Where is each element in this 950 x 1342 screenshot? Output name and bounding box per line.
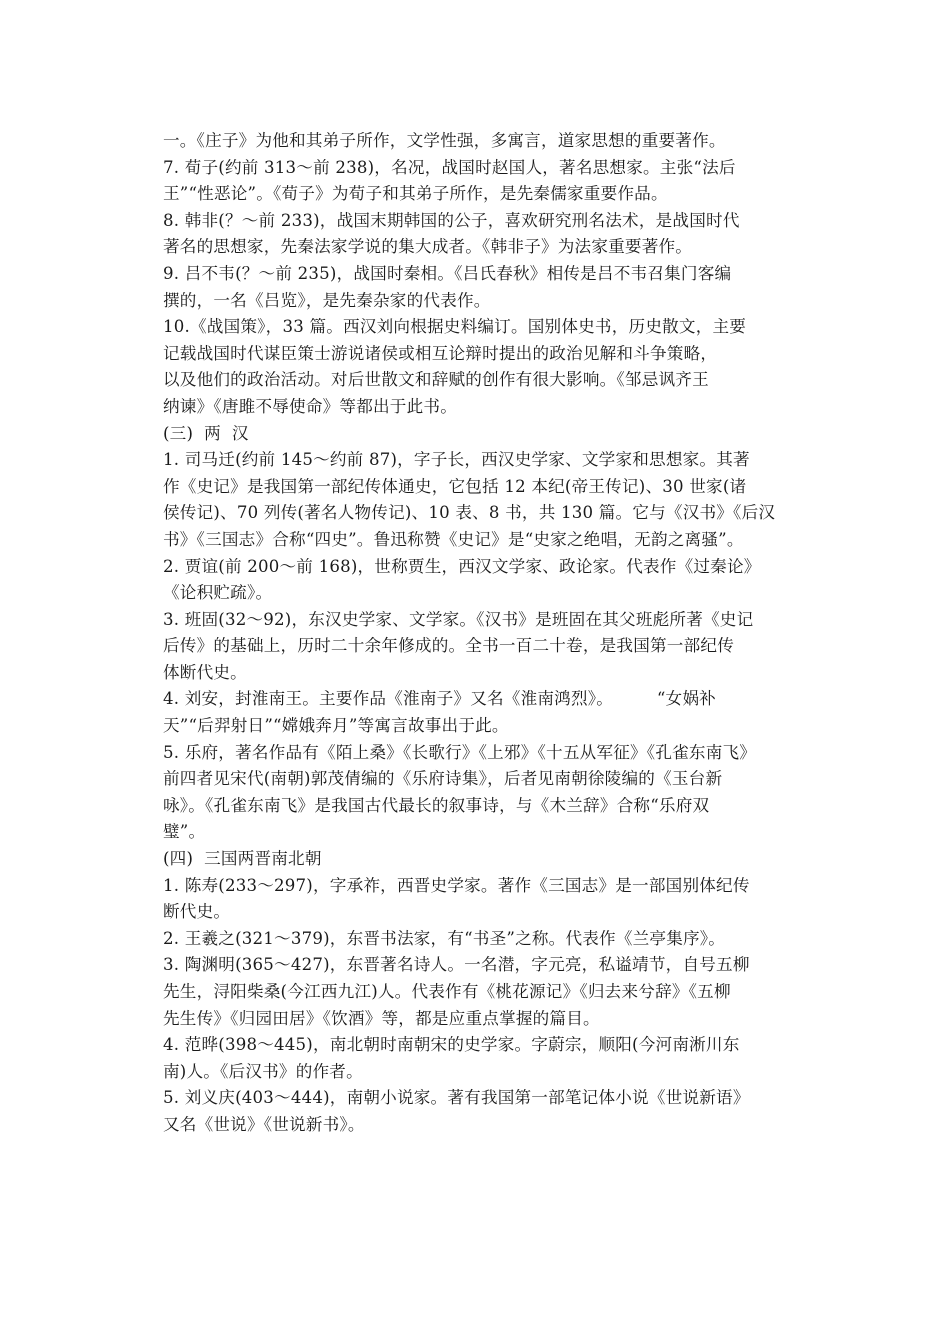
paragraph-line: 5. 乐府，著名作品有《陌上桑》《长歌行》《上邪》《十五从军征》《孔雀东南飞》 bbox=[163, 742, 757, 762]
paragraph-line: 又名《世说》《世说新书》。 bbox=[163, 1114, 365, 1134]
paragraph-line: 书》《三国志》合称“四史”。鲁迅称赞《史记》是“史家之绝唱，无韵之离骚”。 bbox=[163, 529, 744, 549]
paragraph-line: 记载战国时代谋臣策士游说诸侯或相互论辩时提出的政治见解和斗争策略， bbox=[163, 343, 718, 363]
paragraph-line: 1. 司马迁(约前 145～约前 87)，字子长，西汉史学家、文学家和思想家。其著 bbox=[163, 450, 750, 470]
paragraph-line: 著名的思想家，先秦法家学说的集大成者。《韩非子》为法家重要著作。 bbox=[163, 237, 693, 257]
section-heading-three-kingdoms: (四) 三国两晋南北朝 bbox=[163, 849, 322, 869]
paragraph-line: 3. 陶渊明(365～427)，东晋著名诗人。一名潜，字元亮，私谥靖节，自号五柳 bbox=[163, 955, 750, 975]
paragraph-line: 前四者见宋代(南朝)郭茂倩编的《乐府诗集》，后者见南朝徐陵编的《玉台新 bbox=[163, 769, 723, 789]
paragraph-line: 南)人。《后汉书》的作者。 bbox=[163, 1061, 363, 1081]
paragraph-line: 作《史记》是我国第一部纪传体通史，它包括 12 本纪(帝王传记)、30 世家(诸 bbox=[163, 476, 747, 496]
document-body bbox=[163, 128, 813, 1139]
paragraph-line: 以及他们的政治活动。对后世散文和辞赋的创作有很大影响。《邹忌讽齐王 bbox=[163, 370, 709, 390]
paragraph-line: 侯传记)、70 列传(著名人物传记)、10 表、8 书，共 130 篇。它与《汉书》《后汉 bbox=[163, 503, 776, 523]
paragraph-line: 3. 班固(32～92)，东汉史学家、文学家。《汉书》是班固在其父班彪所著《史记 bbox=[163, 609, 754, 629]
paragraph-line: 4. 范晔(398～445)，南北朝时南朝宋的史学家。字蔚宗，顺阳(今河南淅川东 bbox=[163, 1035, 740, 1055]
paragraph-line: 8. 韩非(？～前 233)，战国末期韩国的公子，喜欢研究刑名法术，是战国时代 bbox=[163, 210, 740, 230]
paragraph-line: 体断代史。 bbox=[163, 662, 247, 682]
section-heading-han: (三) 两 汉 bbox=[163, 423, 249, 443]
paragraph-line: 7. 荀子(约前 313～前 238)，名况，战国时赵国人，著名思想家。主张“法后 bbox=[163, 157, 736, 177]
paragraph-line: 9. 吕不韦(？～前 235)，战国时秦相。《吕氏春秋》相传是吕不韦召集门客编 bbox=[163, 263, 732, 283]
paragraph-line: 10.《战国策》，33 篇。西汉刘向根据史料编订。国别体史书，历史散文，主要 bbox=[163, 317, 747, 337]
paragraph-line: 2. 王羲之(321～379)，东晋书法家，有“书圣”之称。代表作《兰亭集序》。 bbox=[163, 928, 726, 948]
paragraph-line: 断代史。 bbox=[163, 902, 231, 922]
paragraph-line: 后传》的基础上，历时二十余年修成的。全书一百二十卷，是我国第一部纪传 bbox=[163, 636, 734, 656]
paragraph-line: 5. 刘义庆(403～444)，南朝小说家。著有我国第一部笔记体小说《世说新语》 bbox=[163, 1088, 750, 1108]
paragraph-line: 咏》。《孔雀东南飞》是我国古代最长的叙事诗，与《木兰辞》合称“乐府双 bbox=[163, 795, 710, 815]
paragraph-line: 王”“性恶论”。《荀子》为荀子和其弟子所作，是先秦儒家重要作品。 bbox=[163, 184, 668, 204]
paragraph-line: 《论积贮疏》。 bbox=[163, 583, 273, 603]
paragraph-line: 撰的，一名《吕览》，是先秦杂家的代表作。 bbox=[163, 290, 491, 310]
paragraph-line: 4. 刘安，封淮南王。主要作品《淮南子》又名《淮南鸿烈》。 “女娲补 bbox=[163, 689, 716, 709]
paragraph-line: 纳谏》《唐雎不辱使命》等都出于此书。 bbox=[163, 396, 457, 416]
paragraph-line: 先生，浔阳柴桑(今江西九江)人。代表作有《桃花源记》《归去来兮辞》《五柳 bbox=[163, 982, 731, 1001]
paragraph-line: 1. 陈寿(233～297)，字承祚，西晋史学家。著作《三国志》是一部国别体纪传 bbox=[163, 875, 750, 895]
paragraph-line: 2. 贾谊(前 200～前 168)，世称贾生，西汉文学家、政论家。代表作《过秦论》 bbox=[163, 556, 761, 576]
paragraph-line: 璧”。 bbox=[163, 822, 206, 842]
paragraph-line: 先生传》《归园田居》《饮酒》等，都是应重点掌握的篇目。 bbox=[163, 1008, 600, 1028]
paragraph-line: 天”“后羿射日”“嫦娥奔月”等寓言故事出于此。 bbox=[163, 716, 509, 736]
paragraph-line: 一。《庄子》为他和其弟子所作，文学性强，多寓言，道家思想的重要著作。 bbox=[163, 131, 726, 150]
